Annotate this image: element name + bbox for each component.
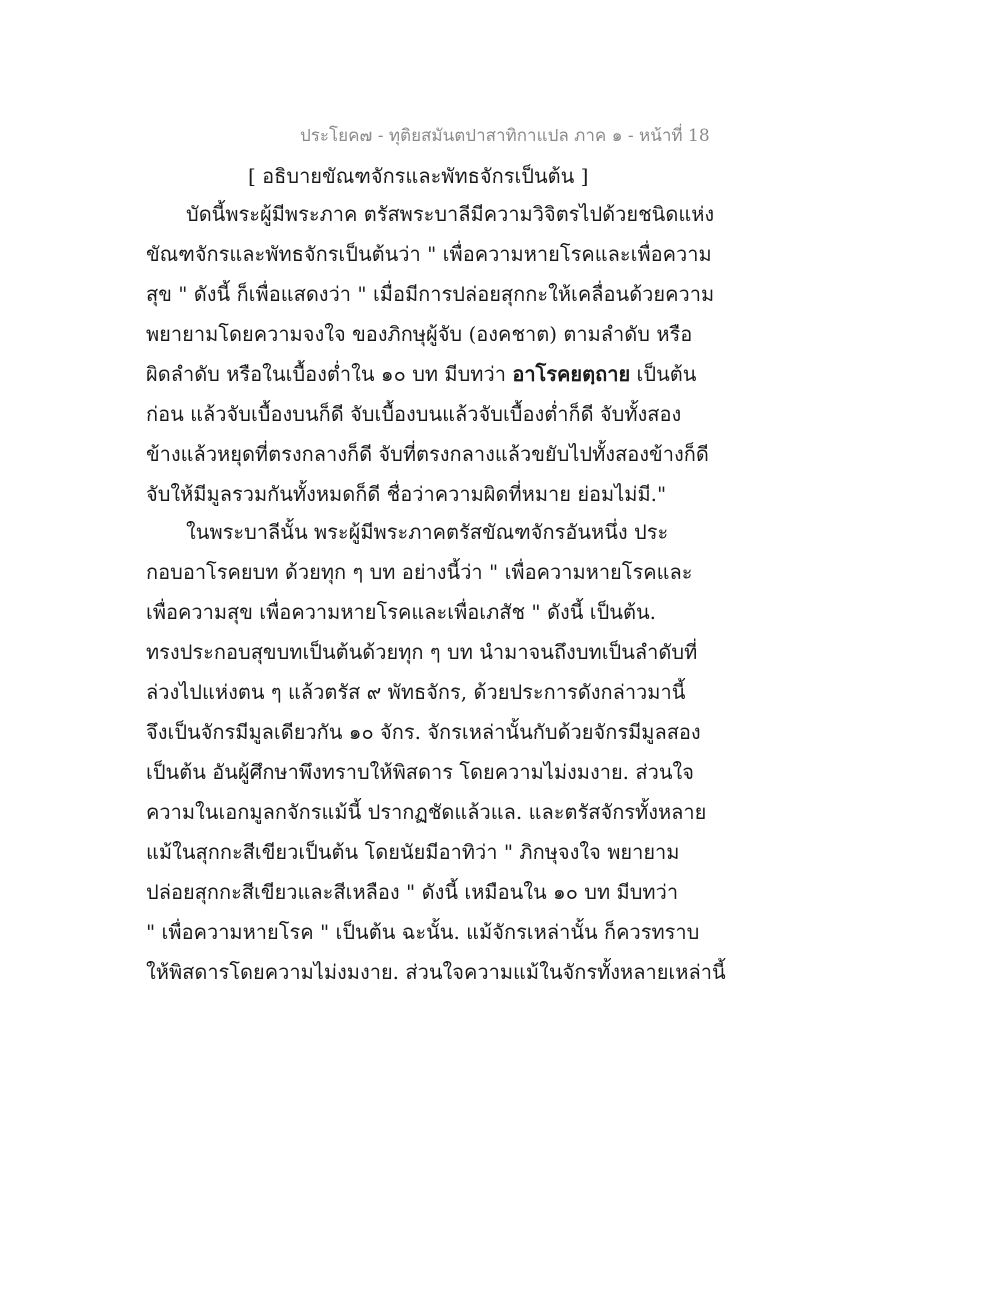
paragraph-line: เพื่อความสุข เพื่อความหายโรคและเพื่อเภสัช " ดังนี้ เป็นต้น.	[146, 600, 656, 624]
paragraph-line: กอบอาโรคยบท ด้วยทุก ๆ บท อย่างนี้ว่า " เพื่อความหายโรคและ	[146, 560, 693, 584]
paragraph-line	[146, 364, 696, 384]
paragraph-line: เป็นต้น อันผู้ศึกษาพึงทราบให้พิสดาร โดยความไม่งมงาย. ส่วนใจ	[146, 760, 694, 784]
paragraph-line: พยายามโดยความจงใจ ของภิกษุผู้จับ (องคชาต) ตามลำดับ หรือ	[146, 322, 693, 346]
paragraph-line: ในพระบาลีนั้น พระผู้มีพระภาคตรัสขัณฑจักรอันหนึ่ง ประ	[186, 520, 669, 544]
paragraph-line: ทรงประกอบสุขบทเป็นต้นด้วยทุก ๆ บท นำมาจนถึงบทเป็นลำดับที่	[146, 640, 698, 664]
paragraph-line: จับให้มีมูลรวมกันทั้งหมดก็ดี ชื่อว่าความผิดที่หมาย ย่อมไม่มี."	[146, 482, 667, 506]
paragraph-line: ขัณฑจักรและพัทธจักรเป็นต้นว่า " เพื่อความหายโรคและเพื่อความ	[146, 242, 712, 266]
paragraph-line: ข้างแล้วหยุดที่ตรงกลางก็ดี จับที่ตรงกลางแล้วขยับไปทั้งสองข้างก็ดี	[146, 442, 709, 466]
paragraph-line: ปล่อยสุกกะสีเขียวและสีเหลือง " ดังนี้ เหมือนใน ๑๐ บท มีบทว่า	[146, 880, 679, 904]
paragraph-line: ก่อน แล้วจับเบื้องบนก็ดี จับเบื้องบนแล้วจับเบื้องต่ำก็ดี จับทั้งสอง	[146, 402, 682, 426]
line-text: เป็นต้น	[630, 362, 697, 386]
paragraph-line: จึงเป็นจักรมีมูลเดียวกัน ๑๐ จักร. จักรเหล่านั้นกับด้วยจักรมีมูลสอง	[146, 720, 701, 744]
running-header: ประโยค๗ - ทุติยสมันตปาสาทิกาแปล ภาค ๑ - หน้าที่ 18	[300, 126, 710, 146]
section-heading: [ อธิบายขัณฑจักรและพัทธจักรเป็นต้น ]	[248, 164, 589, 188]
paragraph-line: ล่วงไปแห่งตน ๆ แล้วตรัส ๙ พัทธจักร, ด้วยประการดังกล่าวมานี้	[146, 680, 686, 704]
paragraph-line: ความในเอกมูลกจักรแม้นี้ ปรากฏชัดแล้วแล. และตรัสจักรทั้งหลาย	[146, 800, 707, 824]
paragraph-line: บัดนี้พระผู้มีพระภาค ตรัสพระบาลีมีความวิจิตรไปด้วยชนิดแห่ง	[186, 202, 715, 226]
line-text: ผิดลำดับ หรือในเบื้องต่ำใน ๑๐ บท มีบทว่า	[146, 362, 513, 386]
bold-pali-term: อาโรคยตฺถาย	[512, 362, 631, 386]
paragraph-line: ให้พิสดารโดยความไม่งมงาย. ส่วนใจความแม้ในจักรทั้งหลายเหล่านี้	[146, 960, 726, 984]
paragraph-line: สุข " ดังนี้ ก็เพื่อแสดงว่า " เมื่อมีการปล่อยสุกกะให้เคลื่อนด้วยความ	[146, 282, 715, 306]
paragraph-line: " เพื่อความหายโรค " เป็นต้น ฉะนั้น. แม้จักรเหล่านั้น ก็ควรทราบ	[146, 920, 700, 944]
paragraph-line: แม้ในสุกกะสีเขียวเป็นต้น โดยนัยมีอาทิว่า " ภิกษุจงใจ พยายาม	[146, 840, 680, 864]
